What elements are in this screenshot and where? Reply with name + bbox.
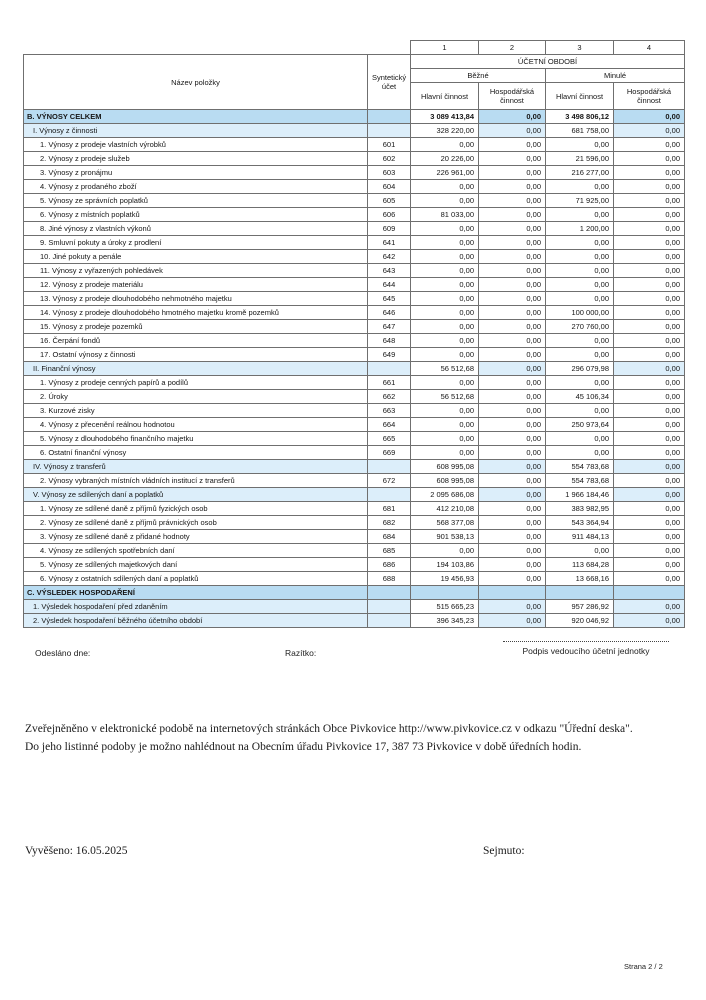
value-cell: 3 498 806,12 [546,110,614,124]
synthetic-account: 669 [368,446,411,460]
header-row-period [24,55,685,69]
synthetic-account: 605 [368,194,411,208]
header-hlavni-cinnost-bezne: Hlavní činnost [411,83,479,110]
value-cell: 568 377,08 [411,516,479,530]
value-cell: 0,00 [411,236,479,250]
value-cell: 0,00 [411,376,479,390]
value-cell: 0,00 [546,278,614,292]
synthetic-account: 661 [368,376,411,390]
value-cell: 0,00 [479,544,546,558]
table-row [24,516,685,530]
value-cell: 412 210,08 [411,502,479,516]
value-cell: 0,00 [479,278,546,292]
value-cell: 0,00 [546,264,614,278]
table-row [24,530,685,544]
value-cell: 270 760,00 [546,320,614,334]
table-row [24,334,685,348]
value-cell: 920 046,92 [546,614,614,628]
header-ucetni-obdobi: ÚČETNÍ OBDOBÍ [411,55,685,69]
value-cell: 0,00 [479,236,546,250]
value-cell [546,586,614,600]
value-cell: 226 961,00 [411,166,479,180]
row-label: 1. Výsledek hospodaření před zdaněním [24,600,368,614]
value-cell: 113 684,28 [546,558,614,572]
value-cell: 0,00 [614,138,685,152]
value-cell: 0,00 [546,236,614,250]
value-cell: 1 200,00 [546,222,614,236]
value-cell: 0,00 [614,460,685,474]
row-label: 3. Výnosy z pronájmu [24,166,368,180]
value-cell: 328 220,00 [411,124,479,138]
value-cell: 0,00 [479,250,546,264]
value-cell: 396 345,23 [411,614,479,628]
page-number: Strana 2 / 2 [624,962,663,971]
synthetic-account: 663 [368,404,411,418]
notice-line-1: Zveřejněněno v elektronické podobě na internetových stránkách Obce Pivkovice http://www.pivkovice.cz v odkazu "Úřední deska". [25,723,633,735]
value-cell: 0,00 [614,180,685,194]
value-cell: 0,00 [614,348,685,362]
table-row [24,320,685,334]
synthetic-account [368,362,411,376]
odeslano-dne-label: Odesláno dne: [35,648,91,658]
table-row [24,544,685,558]
value-cell: 0,00 [614,306,685,320]
value-cell: 0,00 [479,362,546,376]
value-cell: 0,00 [614,558,685,572]
value-cell: 0,00 [411,292,479,306]
value-cell: 0,00 [546,292,614,306]
table-row [24,208,685,222]
value-cell: 13 668,16 [546,572,614,586]
row-label: V. Výnosy ze sdílených daní a poplatků [24,488,368,502]
value-cell: 0,00 [411,404,479,418]
table-row [24,460,685,474]
value-cell: 0,00 [614,390,685,404]
value-cell: 0,00 [546,446,614,460]
row-label: 2. Výnosy z prodeje služeb [24,152,368,166]
table-row [24,432,685,446]
value-cell: 0,00 [479,180,546,194]
value-cell: 0,00 [614,362,685,376]
header-hospodarska-cinnost-minule: Hospodářská činnost [614,83,685,110]
synthetic-account: 641 [368,236,411,250]
notice-line-2: Do jeho listinné podoby je možno nahlédnout na Obecním úřadu Pivkovice 17, 387 73 Pivkovice v době úředních hodin. [25,741,582,753]
publication-notice [25,720,692,756]
value-cell: 0,00 [479,208,546,222]
value-cell: 0,00 [614,278,685,292]
table-row [24,390,685,404]
row-label: 5. Výnosy ze sdílených majetkových daní [24,558,368,572]
value-cell: 0,00 [614,572,685,586]
row-label: IV. Výnosy z transferů [24,460,368,474]
value-cell: 0,00 [411,320,479,334]
table-row [24,292,685,306]
value-cell: 216 277,00 [546,166,614,180]
value-cell: 0,00 [411,222,479,236]
row-label: 2. Výsledek hospodaření běžného účetního období [24,614,368,628]
row-label: 5. Výnosy ze správních poplatků [24,194,368,208]
value-cell: 0,00 [614,488,685,502]
synthetic-account: 647 [368,320,411,334]
vyveseno-date: Vyvěšeno: 16.05.2025 [25,845,128,857]
synthetic-account: 672 [368,474,411,488]
header-minule: Minulé [546,69,685,83]
row-label: 5. Výnosy z dlouhodobého finančního majetku [24,432,368,446]
row-label: 6. Výnosy z ostatních sdílených daní a poplatků [24,572,368,586]
synthetic-account: 682 [368,516,411,530]
row-label: B. VÝNOSY CELKEM [24,110,368,124]
synthetic-account [368,110,411,124]
value-cell: 0,00 [614,124,685,138]
synthetic-account: 602 [368,152,411,166]
value-cell: 0,00 [614,544,685,558]
row-label: 4. Výnosy ze sdílených spotřebních daní [24,544,368,558]
value-cell: 0,00 [479,124,546,138]
row-label: 2. Úroky [24,390,368,404]
synthetic-account [368,488,411,502]
row-label: 10. Jiné pokuty a penále [24,250,368,264]
synthetic-account [368,614,411,628]
value-cell: 0,00 [614,376,685,390]
value-cell: 0,00 [479,194,546,208]
revenue-statement-table [23,40,685,628]
row-label: 1. Výnosy z prodeje vlastních výrobků [24,138,368,152]
column-number-row [24,41,685,55]
value-cell: 0,00 [546,138,614,152]
value-cell: 0,00 [546,250,614,264]
row-label: 16. Čerpání fondů [24,334,368,348]
value-cell: 911 484,13 [546,530,614,544]
value-cell: 0,00 [479,390,546,404]
value-cell: 0,00 [411,544,479,558]
synthetic-account: 684 [368,530,411,544]
spacer-cell [368,41,411,55]
value-cell: 56 512,68 [411,362,479,376]
value-cell: 0,00 [614,110,685,124]
value-cell: 0,00 [479,418,546,432]
synthetic-account: 685 [368,544,411,558]
value-cell: 0,00 [546,544,614,558]
value-cell: 0,00 [614,600,685,614]
value-cell: 0,00 [411,334,479,348]
value-cell: 0,00 [614,208,685,222]
value-cell: 515 665,23 [411,600,479,614]
value-cell: 0,00 [479,404,546,418]
value-cell: 2 095 686,08 [411,488,479,502]
column-number: 2 [479,41,546,55]
value-cell: 0,00 [614,530,685,544]
synthetic-account: 606 [368,208,411,222]
row-label: 15. Výnosy z prodeje pozemků [24,320,368,334]
value-cell: 296 079,98 [546,362,614,376]
value-cell: 0,00 [614,502,685,516]
value-cell: 100 000,00 [546,306,614,320]
row-label: 2. Výnosy ze sdílené daně z příjmů právnických osob [24,516,368,530]
table-row [24,264,685,278]
value-cell: 554 783,68 [546,460,614,474]
row-label: 1. Výnosy ze sdílené daně z příjmů fyzických osob [24,502,368,516]
table-row [24,404,685,418]
value-cell: 0,00 [546,180,614,194]
synthetic-account: 609 [368,222,411,236]
value-cell: 0,00 [411,348,479,362]
table-row [24,306,685,320]
row-label: II. Finanční výnosy [24,362,368,376]
value-cell: 0,00 [614,152,685,166]
synthetic-account: 681 [368,502,411,516]
value-cell: 0,00 [479,530,546,544]
value-cell: 194 103,86 [411,558,479,572]
value-cell: 3 089 413,84 [411,110,479,124]
table-row [24,250,685,264]
value-cell: 0,00 [411,250,479,264]
value-cell: 0,00 [411,264,479,278]
row-label: 13. Výnosy z prodeje dlouhodobého nehmotného majetku [24,292,368,306]
synthetic-account [368,124,411,138]
value-cell: 0,00 [614,292,685,306]
value-cell: 0,00 [411,446,479,460]
value-cell: 0,00 [479,474,546,488]
table-row [24,474,685,488]
row-label: I. Výnosy z činnosti [24,124,368,138]
synthetic-account: 664 [368,418,411,432]
row-label: 4. Výnosy z přecenění reálnou hodnotou [24,418,368,432]
value-cell: 0,00 [479,446,546,460]
table-row [24,418,685,432]
value-cell: 0,00 [479,516,546,530]
value-cell: 554 783,68 [546,474,614,488]
synthetic-account: 603 [368,166,411,180]
value-cell: 0,00 [479,334,546,348]
value-cell: 0,00 [479,166,546,180]
table-row [24,278,685,292]
value-cell: 1 966 184,46 [546,488,614,502]
synthetic-account: 648 [368,334,411,348]
synthetic-account [368,600,411,614]
value-cell: 543 364,94 [546,516,614,530]
synthetic-account: 665 [368,432,411,446]
value-cell: 0,00 [479,600,546,614]
value-cell: 0,00 [546,334,614,348]
row-label: 11. Výnosy z vyřazených pohledávek [24,264,368,278]
synthetic-account: 604 [368,180,411,194]
value-cell: 0,00 [546,376,614,390]
table-head-section [24,41,685,110]
value-cell: 0,00 [614,404,685,418]
value-cell: 681 758,00 [546,124,614,138]
table-row [24,362,685,376]
table-row [24,502,685,516]
podpis-signature-line [503,641,669,656]
value-cell: 0,00 [479,614,546,628]
table-row [24,152,685,166]
synthetic-account: 646 [368,306,411,320]
table-row [24,376,685,390]
table-row [24,572,685,586]
value-cell: 0,00 [411,306,479,320]
synthetic-account: 601 [368,138,411,152]
value-cell: 0,00 [546,348,614,362]
sejmuto-label: Sejmuto: [483,845,525,857]
value-cell: 0,00 [546,432,614,446]
value-cell: 383 982,95 [546,502,614,516]
synthetic-account [368,460,411,474]
row-label: 2. Výnosy vybraných místních vládních institucí z transferů [24,474,368,488]
table-row [24,194,685,208]
value-cell: 0,00 [411,278,479,292]
synthetic-account: 643 [368,264,411,278]
header-nazev-polozky: Název položky [24,55,368,110]
value-cell: 0,00 [614,334,685,348]
value-cell: 21 596,00 [546,152,614,166]
row-label: 1. Výnosy z prodeje cenných papírů a podílů [24,376,368,390]
value-cell: 0,00 [614,264,685,278]
row-label: 17. Ostatní výnosy z činnosti [24,348,368,362]
row-label: 8. Jiné výnosy z vlastních výkonů [24,222,368,236]
column-number: 4 [614,41,685,55]
value-cell: 0,00 [614,320,685,334]
row-label: 6. Ostatní finanční výnosy [24,446,368,460]
value-cell: 0,00 [411,194,479,208]
row-label: 12. Výnosy z prodeje materiálu [24,278,368,292]
row-label: 14. Výnosy z prodeje dlouhodobého hmotného majetku kromě pozemků [24,306,368,320]
row-label: 3. Kurzové zisky [24,404,368,418]
razitko-label: Razítko: [285,648,317,658]
table-row [24,166,685,180]
value-cell: 0,00 [479,488,546,502]
table-row [24,110,685,124]
value-cell: 0,00 [614,418,685,432]
synthetic-account: 642 [368,250,411,264]
value-cell: 0,00 [614,614,685,628]
value-cell: 0,00 [479,348,546,362]
table-row [24,600,685,614]
table-row [24,348,685,362]
synthetic-account: 688 [368,572,411,586]
value-cell [479,586,546,600]
value-cell: 45 106,34 [546,390,614,404]
value-cell: 0,00 [479,152,546,166]
row-label: 3. Výnosy ze sdílené daně z přidané hodnoty [24,530,368,544]
value-cell [411,586,479,600]
value-cell: 0,00 [411,180,479,194]
value-cell: 250 973,64 [546,418,614,432]
podpis-label: Podpis vedoucího účetní jednotky [522,646,650,656]
spacer-cell [24,41,368,55]
value-cell: 0,00 [479,376,546,390]
value-cell: 0,00 [614,432,685,446]
value-cell: 0,00 [479,292,546,306]
header-hospodarska-cinnost-bezne: Hospodářská činnost [479,83,546,110]
column-number: 1 [411,41,479,55]
value-cell: 0,00 [479,502,546,516]
value-cell: 0,00 [614,516,685,530]
value-cell: 0,00 [614,194,685,208]
value-cell: 0,00 [479,110,546,124]
value-cell: 0,00 [479,460,546,474]
value-cell: 56 512,68 [411,390,479,404]
value-cell: 0,00 [614,446,685,460]
table-row [24,222,685,236]
value-cell: 0,00 [411,418,479,432]
value-cell: 0,00 [614,474,685,488]
value-cell: 0,00 [411,138,479,152]
value-cell [614,586,685,600]
row-label: C. VÝSLEDEK HOSPODAŘENÍ [24,586,368,600]
row-label: 4. Výnosy z prodaného zboží [24,180,368,194]
synthetic-account: 686 [368,558,411,572]
value-cell: 0,00 [479,558,546,572]
value-cell: 0,00 [479,222,546,236]
header-synteticky-ucet: Syntetický účet [368,55,411,110]
value-cell: 81 033,00 [411,208,479,222]
value-cell: 0,00 [614,222,685,236]
value-cell: 71 925,00 [546,194,614,208]
row-label: 6. Výnosy z místních poplatků [24,208,368,222]
synthetic-account: 662 [368,390,411,404]
table-body [24,110,685,628]
value-cell: 0,00 [614,166,685,180]
table-row [24,236,685,250]
value-cell: 19 456,93 [411,572,479,586]
header-hlavni-cinnost-minule: Hlavní činnost [546,83,614,110]
table-row [24,124,685,138]
value-cell: 901 538,13 [411,530,479,544]
table-row [24,180,685,194]
table-row [24,586,685,600]
row-label: 9. Smluvní pokuty a úroky z prodlení [24,236,368,250]
value-cell: 0,00 [479,306,546,320]
value-cell: 0,00 [411,432,479,446]
value-cell: 20 226,00 [411,152,479,166]
value-cell: 0,00 [479,264,546,278]
synthetic-account [368,586,411,600]
value-cell: 0,00 [614,250,685,264]
synthetic-account: 649 [368,348,411,362]
value-cell: 0,00 [479,138,546,152]
value-cell: 0,00 [479,320,546,334]
value-cell: 0,00 [479,572,546,586]
value-cell: 0,00 [479,432,546,446]
synthetic-account: 644 [368,278,411,292]
value-cell: 957 286,92 [546,600,614,614]
table-row [24,446,685,460]
value-cell: 608 995,08 [411,460,479,474]
value-cell: 608 995,08 [411,474,479,488]
synthetic-account: 645 [368,292,411,306]
table-row [24,488,685,502]
value-cell: 0,00 [546,208,614,222]
column-number: 3 [546,41,614,55]
table-row [24,138,685,152]
table-row [24,614,685,628]
value-cell: 0,00 [614,236,685,250]
header-bezne: Běžné [411,69,546,83]
value-cell: 0,00 [546,404,614,418]
table-row [24,558,685,572]
